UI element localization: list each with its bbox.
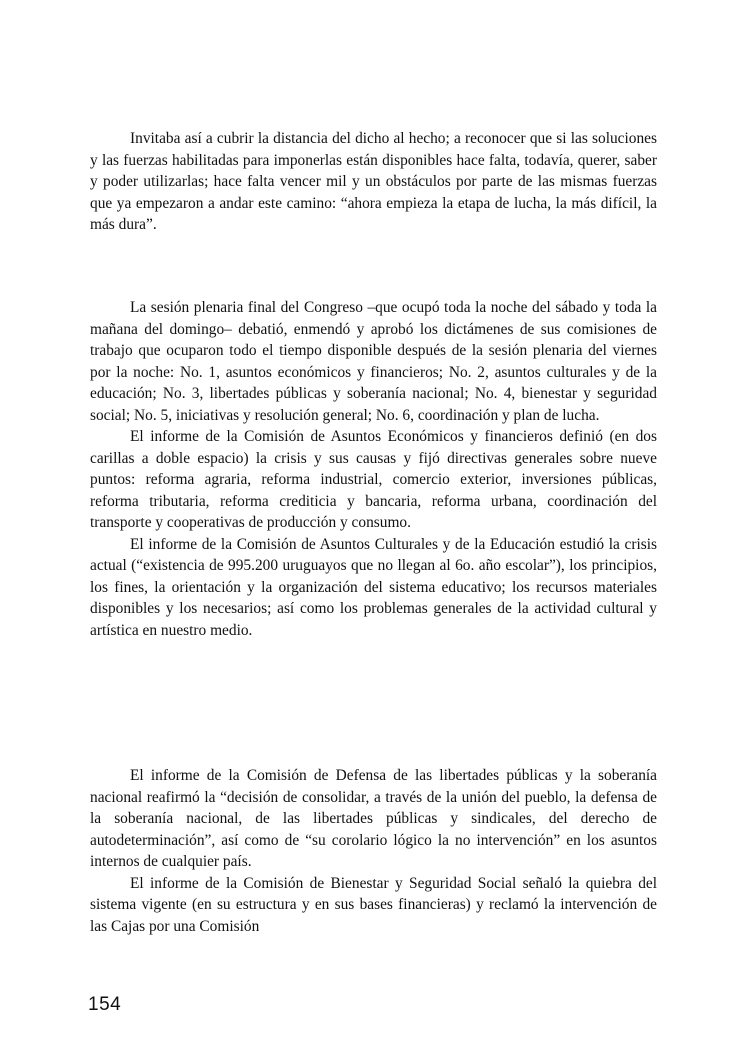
text-block-sesion-plenaria xyxy=(90,297,657,641)
paragraph-asuntos-economicos: El informe de la Comisión de Asuntos Económicos y financieros definió (en dos carillas a doble espacio) la crisis y sus causas y fijó directivas generales sobre nueve puntos: reforma agraria, reforma industrial, comercio exterior, inversiones públicas, reforma tributaria, reforma crediticia y bancaria, reforma urbana, coordinación del transporte y cooperativas de producción y consumo. xyxy=(90,428,657,531)
paragraph-bienestar-seguridad: El informe de la Comisión de Bienestar y Seguridad Social señaló la quiebra del sistema vigente (en su estructura y en sus bases financieras) y reclamó la intervención de las Cajas por una Comisión xyxy=(90,874,657,935)
paragraph-sesion-plenaria: La sesión plenaria final del Congreso –que ocupó toda la noche del sábado y toda la mañana del domingo– debatió, enmendó y aprobó los dictámenes de sus comisiones de trabajo que ocuparon todo el tiempo disponible después de la sesión plenaria del viernes por la noche: No. 1, asuntos económicos y financieros; No. 2, asuntos culturales y de la educación; No. 3, libertades públicas y soberanía nacional; No. 4, bienestar y seguridad social; No. 5, iniciativas y resolución general; No. 6, coordinación y plan de lucha. xyxy=(90,299,657,424)
paragraph-invitaba: Invitaba así a cubrir la distancia del dicho al hecho; a reconocer que si las soluciones y las fuerzas habilitadas para imponerlas están disponibles hace falta, todavía, querer, saber y poder utilizarlas; hace falta vencer mil y un obstáculos por parte de las mismas fuerzas que ya empezaron a andar este camino: “ahora empieza la etapa de lucha, la más difícil, la más dura”. xyxy=(90,130,657,233)
text-block-libertades xyxy=(90,765,657,937)
paragraph-asuntos-culturales: El informe de la Comisión de Asuntos Culturales y de la Educación estudió la crisis actual (“existencia de 995.200 uruguayos que no llegan al 6o. año escolar”), los principios, los fines, la orientación y la organización del sistema educativo; los recursos materiales disponibles y los necesarios; así como los problemas generales de la actividad cultural y artística en nuestro medio. xyxy=(90,535,657,639)
page-number: 154 xyxy=(88,994,122,1015)
text-block-intro xyxy=(90,128,657,236)
paragraph-libertades-publicas: El informe de la Comisión de Defensa de las libertades públicas y la soberanía nacional reafirmó la “decisión de consolidar, a través de la unión del pueblo, la defensa de la soberanía nacional, de las libertades públicas y sindicales, del derecho de autodeterminación”, así como de “su corolario lógico la no intervención” en los asuntos internos de cualquier país. xyxy=(90,767,657,870)
